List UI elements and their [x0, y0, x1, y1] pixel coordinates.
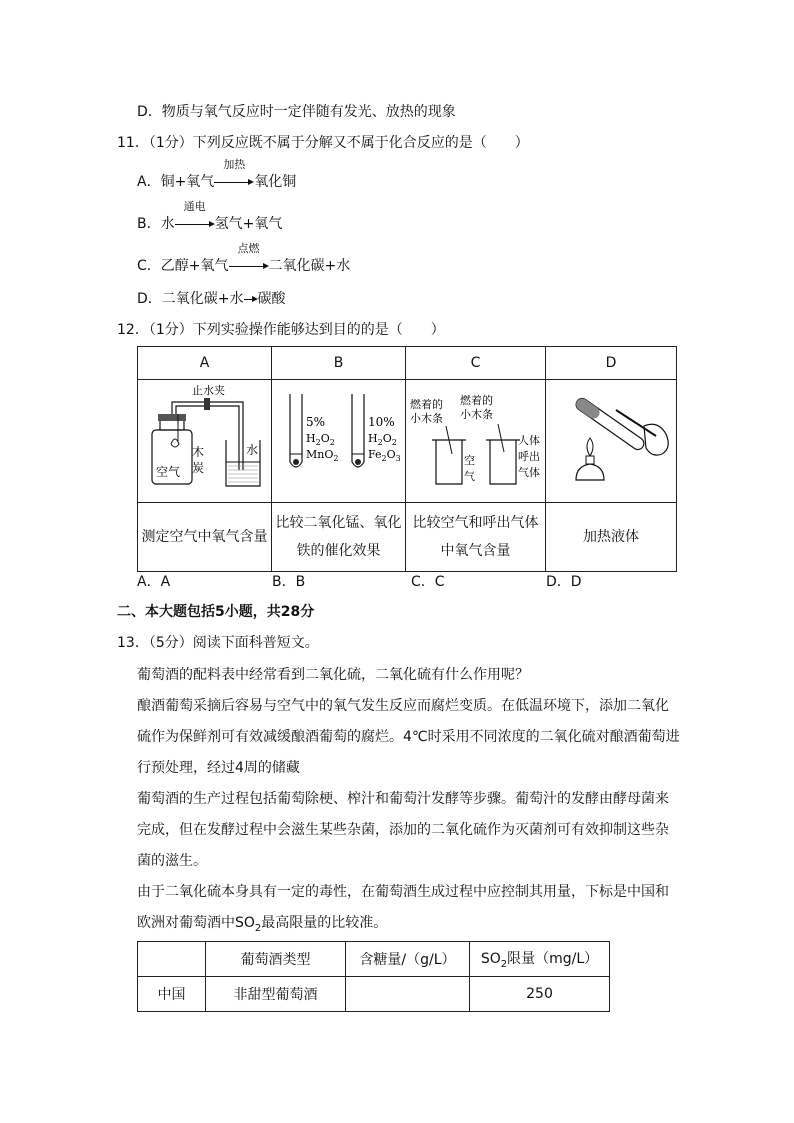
- heating-liquid-figure: [546, 380, 677, 498]
- air-label: 空气: [156, 465, 181, 479]
- q10-option-d: D．物质与氧气反应时一定伴随有发光、放热的现象: [137, 104, 456, 120]
- reactants: 铜+氧气: [160, 174, 215, 190]
- figure-cell-b: [272, 380, 406, 503]
- table-header-row: [138, 942, 610, 977]
- air-label: 气: [464, 470, 475, 483]
- reactants: 二氧化碳+水: [161, 291, 244, 307]
- q13-paragraph-line: 葡萄酒的生产过程包括葡萄除梗、榨汁和葡萄汁发酵等步骤。葡萄汁的发酵由酵母菌来: [137, 791, 669, 807]
- q13-paragraph-line: 完成，但在发酵过程中会滋生某些杂菌，添加的二氧化硫作为灭菌剂可有效抑制这些杂: [137, 822, 669, 838]
- caption-cell: [406, 503, 546, 572]
- burning-stick-label: 燃着的: [460, 394, 493, 407]
- q13-paragraph-line: 由于二氧化硫本身具有一定的毒性，在葡萄酒生成过程中应控制其用量，下标是中国和: [137, 884, 669, 900]
- reaction-arrow: [244, 289, 258, 309]
- reaction-condition: 点燃: [237, 242, 260, 255]
- caption-line: 比较空气和呼出气体: [412, 515, 539, 531]
- q13-paragraph-line: 葡萄酒的配料表中经常看到二氧化硫，二氧化硫有什么作用呢？: [137, 667, 529, 683]
- q11-option-a: [137, 158, 297, 192]
- burning-stick-label: 燃着的: [410, 398, 443, 411]
- option-label: B．: [137, 216, 161, 232]
- exhaled-gas-label: 呼出: [518, 450, 540, 463]
- table-header-row: [138, 347, 677, 380]
- header-cell: C: [406, 347, 546, 380]
- table-row: [138, 977, 610, 1012]
- exhaled-gas-label: 人体: [518, 434, 540, 447]
- arrow-icon: [244, 294, 258, 304]
- products: 氧化铜: [254, 174, 297, 190]
- q12-option-a: A．A: [137, 574, 171, 590]
- clamp-label: 止水夹: [192, 384, 225, 397]
- so2-limit-table: [137, 941, 610, 1012]
- header-cell: B: [272, 347, 406, 380]
- concentration-label: 10%: [368, 415, 395, 429]
- table-cell: 中国: [138, 977, 206, 1012]
- exhaled-gas-label: 气体: [518, 466, 540, 479]
- water-label: 水: [246, 443, 259, 457]
- table-cell: 250: [470, 977, 610, 1012]
- reaction-arrow: [214, 158, 254, 192]
- oxygen-apparatus-figure: [138, 380, 272, 498]
- burning-stick-figure: [406, 380, 546, 498]
- products: 氢气+氧气: [214, 216, 283, 232]
- header-cell: [138, 942, 206, 977]
- option-label: C．: [137, 258, 161, 274]
- figure-cell-d: [546, 380, 677, 503]
- burning-stick-label: 小木条: [460, 408, 493, 421]
- reactants: 乙醇+氧气: [160, 258, 229, 274]
- figure-cell-a: [138, 380, 272, 503]
- caption-line: 比较二氧化锰、氧化: [275, 515, 402, 531]
- header-cell: A: [138, 347, 272, 380]
- caption-line: 加热液体: [583, 529, 639, 545]
- q12-option-c: C．C: [411, 574, 445, 590]
- h2o2-label: $H_2O_2$: [306, 432, 335, 447]
- arrow-icon: [229, 261, 269, 271]
- q13-paragraph-line: 欧洲对葡萄酒中$SO_2$最高限量的比较准。: [137, 915, 388, 934]
- header-cell: D: [546, 347, 677, 380]
- q11-option-b: [137, 200, 283, 234]
- option-label: D．: [137, 291, 162, 307]
- q12-option-d: D．D: [546, 574, 582, 590]
- q13-paragraph-line: 硫作为保鲜剂可有效减缓酿酒葡萄的腐烂。4℃时采用不同浓度的二氧化硫对酿酒葡萄进: [137, 729, 680, 745]
- q13-paragraph-line: 菌的滋生。: [137, 853, 207, 869]
- option-label: A．: [137, 174, 161, 190]
- caption-line: 铁的催化效果: [296, 543, 381, 559]
- catalyst-tubes-figure: [272, 380, 406, 498]
- table-caption-row: [138, 503, 677, 572]
- table-figure-row: [138, 380, 677, 503]
- mno2-label: MnO$_2$: [306, 448, 339, 463]
- h2o2-label: $H_2O_2$: [368, 432, 397, 447]
- reaction-arrow: [229, 242, 269, 276]
- caption-line: 中氧气含量: [440, 543, 511, 559]
- arrow-icon: [214, 177, 254, 187]
- q11-stem: 11．（1分）下列反应既不属于分解又不属于化合反应的是（ ）: [117, 135, 529, 151]
- q12-stem: 12．（1分）下列实验操作能够达到目的的是（ ）: [117, 322, 445, 338]
- caption-cell: [138, 503, 272, 572]
- reaction-condition: 通电: [183, 200, 206, 213]
- caption-line: 测定空气中氧气含量: [141, 529, 268, 545]
- q13-paragraph-line: 行预处理，经过4周的储藏: [137, 760, 300, 776]
- table-cell: [346, 977, 470, 1012]
- header-cell: 葡萄酒类型: [206, 942, 346, 977]
- q13-paragraph-line: 酿酒葡萄采摘后容易与空气中的氧气发生反应而腐烂变质。在低温环境下，添加二氧化: [137, 698, 669, 714]
- header-cell: $SO_2$限量（mg/L）: [470, 942, 610, 977]
- figure-cell-c: [406, 380, 546, 503]
- charcoal-label: 炭: [192, 461, 205, 475]
- concentration-label: 5%: [306, 415, 326, 429]
- burning-stick-label: 小木条: [410, 412, 443, 425]
- caption-cell: [272, 503, 406, 572]
- section-title: 二、本大题包括5小题，共28分: [117, 604, 315, 620]
- products: 碳酸: [257, 291, 286, 307]
- air-label: 空: [464, 454, 475, 467]
- caption-cell: [546, 503, 677, 572]
- q13-stem: 13．（5分）阅读下面科普短文。: [117, 635, 319, 651]
- reaction-arrow: [175, 200, 215, 234]
- header-cell: 含糖量/（g/L）: [346, 942, 470, 977]
- fe2o3-label: $Fe_2O_3$: [368, 448, 401, 463]
- products: 二氧化碳+水: [268, 258, 351, 274]
- q11-option-c: [137, 242, 351, 276]
- arrow-icon: [175, 219, 215, 229]
- q11-option-d: [137, 289, 286, 309]
- charcoal-label: 木: [192, 445, 205, 459]
- q12-experiment-table: [137, 346, 677, 572]
- table-cell: 非甜型葡萄酒: [206, 977, 346, 1012]
- q12-option-b: B．B: [272, 574, 306, 590]
- reaction-condition: 加热: [223, 158, 246, 171]
- reactants: 水: [160, 216, 175, 232]
